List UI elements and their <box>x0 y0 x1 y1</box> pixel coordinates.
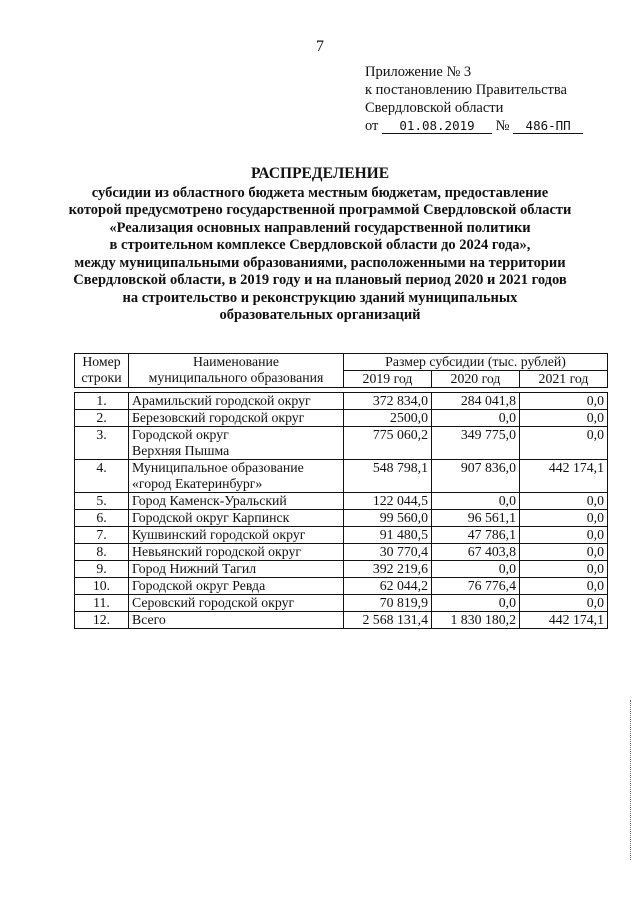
table-row <box>75 544 608 561</box>
row-number: 2. <box>75 410 129 427</box>
date-prefix: от <box>365 118 379 134</box>
subsidy-2019: 70 819,9 <box>344 595 432 612</box>
row-number: 11. <box>75 595 129 612</box>
subsidy-2021: 0,0 <box>520 544 608 561</box>
row-number: 1. <box>75 393 129 410</box>
municipality-name: Арамильский городской округ <box>129 393 344 410</box>
table-row <box>75 427 608 460</box>
subsidy-2019: 122 044,5 <box>344 493 432 510</box>
table-row <box>75 578 608 595</box>
municipality-name: Город Нижний Тагил <box>129 561 344 578</box>
row-number: 4. <box>75 460 129 493</box>
header-year-2020: 2020 год <box>432 371 520 388</box>
header-subsidy: Размер субсидии (тыс. рублей) <box>344 354 608 371</box>
subsidy-2019: 99 560,0 <box>344 510 432 527</box>
subsidy-2021: 442 174,1 <box>520 612 608 629</box>
municipality-name: Городской округ Верхняя Пышма <box>129 427 344 460</box>
municipality-name: Кушвинский городской округ <box>129 527 344 544</box>
subsidy-2019: 62 044,2 <box>344 578 432 595</box>
subsidy-2019: 2500,0 <box>344 410 432 427</box>
subsidy-2019: 548 798,1 <box>344 460 432 493</box>
subsidy-2019: 2 568 131,4 <box>344 612 432 629</box>
subsidy-2020: 1 830 180,2 <box>432 612 520 629</box>
row-number: 5. <box>75 493 129 510</box>
subsidy-2019: 775 060,2 <box>344 427 432 460</box>
header-year-2019: 2019 год <box>344 371 432 388</box>
heading-line: субсидии из областного бюджета местным бюджетам, предоставление <box>91 184 549 201</box>
document-title: РАСПРЕДЕЛЕНИЕ <box>250 165 390 182</box>
municipality-name: Муниципальное образование «город Екатеринбург» <box>129 460 344 493</box>
municipality-name: Невьянский городской округ <box>129 544 344 561</box>
table-row <box>75 460 608 493</box>
subsidy-2021: 0,0 <box>520 527 608 544</box>
subsidy-2019: 30 770,4 <box>344 544 432 561</box>
municipality-name: Серовский городской округ <box>129 595 344 612</box>
subsidy-2021: 0,0 <box>520 393 608 410</box>
decree-number: 486-ПП <box>513 118 583 134</box>
header-year-2021: 2021 год <box>520 371 608 388</box>
subsidy-2021: 0,0 <box>520 410 608 427</box>
appendix-line-3: Свердловской области <box>365 100 504 116</box>
row-number: 10. <box>75 578 129 595</box>
heading-line: «Реализация основных направлений государственной политики <box>109 219 531 236</box>
subsidy-2020: 349 775,0 <box>432 427 520 460</box>
municipality-name: Городской округ Ревда <box>129 578 344 595</box>
appendix-title: Приложение № 3 <box>365 64 472 80</box>
appendix-date-line <box>365 117 625 135</box>
municipality-name: Березовский городской округ <box>129 410 344 427</box>
number-prefix: № <box>495 118 510 134</box>
document-heading <box>40 165 600 325</box>
subsidy-2020: 0,0 <box>432 493 520 510</box>
row-number: 12. <box>75 612 129 629</box>
heading-line: в строительном комплексе Свердловской области до 2024 года», <box>109 237 531 253</box>
table-row <box>75 612 608 629</box>
subsidy-2020: 907 836,0 <box>432 460 520 493</box>
subsidy-2020: 76 776,4 <box>432 578 520 595</box>
row-number: 8. <box>75 544 129 561</box>
subsidy-2020: 96 561,1 <box>432 510 520 527</box>
subsidy-2020: 284 041,8 <box>432 393 520 410</box>
table-header-row <box>75 354 608 371</box>
heading-line: между муниципальными образованиями, расположенными на территории <box>74 254 566 271</box>
subsidy-2020: 0,0 <box>432 410 520 427</box>
table-row <box>75 595 608 612</box>
subsidy-2021: 0,0 <box>520 510 608 527</box>
subsidy-2021: 0,0 <box>520 561 608 578</box>
appendix-line-2: к постановлению Правительства <box>365 82 567 98</box>
page-number: 7 <box>316 38 324 55</box>
subsidy-2021: 442 174,1 <box>520 460 608 493</box>
subsidy-2019: 392 219,6 <box>344 561 432 578</box>
margin-mark <box>630 700 634 860</box>
municipality-name: Всего <box>129 612 344 629</box>
row-number: 7. <box>75 527 129 544</box>
table-row <box>75 561 608 578</box>
subsidy-2021: 0,0 <box>520 493 608 510</box>
appendix-block <box>365 63 625 135</box>
subsidy-2020: 67 403,8 <box>432 544 520 561</box>
heading-line: образовательных организаций <box>219 307 421 323</box>
municipality-name: Город Каменск-Уральский <box>129 493 344 510</box>
table-row <box>75 510 608 527</box>
header-row-number: Номер строки <box>75 354 129 388</box>
table-row <box>75 493 608 510</box>
row-number: 3. <box>75 427 129 460</box>
municipality-name: Городской округ Карпинск <box>129 510 344 527</box>
subsidy-2020: 0,0 <box>432 561 520 578</box>
subsidy-table <box>74 353 608 629</box>
decree-date: 01.08.2019 <box>382 118 492 134</box>
subsidy-2021: 0,0 <box>520 595 608 612</box>
subsidy-2019: 91 480,5 <box>344 527 432 544</box>
row-number: 6. <box>75 510 129 527</box>
table-row <box>75 393 608 410</box>
heading-line: на строительство и реконструкцию зданий муниципальных <box>122 289 518 306</box>
subsidy-2020: 47 786,1 <box>432 527 520 544</box>
header-municipality: Наименование муниципального образования <box>129 354 344 388</box>
subsidy-2020: 0,0 <box>432 595 520 612</box>
table-row <box>75 527 608 544</box>
heading-line: которой предусмотрено государственной программой Свердловской области <box>68 202 572 218</box>
table-row <box>75 410 608 427</box>
subsidy-2021: 0,0 <box>520 427 608 460</box>
subsidy-2021: 0,0 <box>520 578 608 595</box>
row-number: 9. <box>75 561 129 578</box>
subsidy-2019: 372 834,0 <box>344 393 432 410</box>
heading-line: Свердловской области, в 2019 году и на плановый период 2020 и 2021 годов <box>73 272 567 288</box>
